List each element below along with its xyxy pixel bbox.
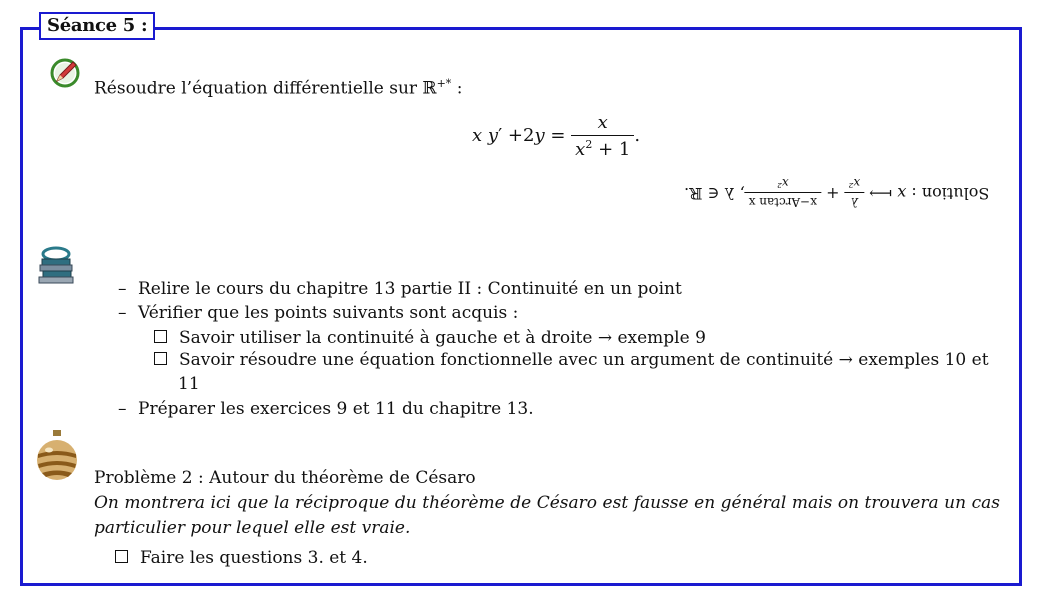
domain-symbol: ℝ (422, 78, 437, 99)
exercise-instruction: Résoudre l’équation différentielle sur ℝ+* : (94, 77, 463, 99)
checklist-item: Savoir résoudre une équation fonctionnelle avec un argument de continuité → exemples 10 et (154, 348, 989, 372)
list-item: – Vérifier que les points suivants sont acquis : (118, 303, 519, 323)
checkbox-icon[interactable] (115, 550, 128, 563)
problem-title: Problème 2 : Autour du théorème de Césaro (94, 468, 476, 488)
checklist-item-continued: 11 (178, 374, 200, 394)
ornament-ball-icon (35, 428, 79, 488)
solution-upside-down: Solution : x ⟼ λ x² + x−Arctan x x² , λ ∈ ℝ. (684, 176, 990, 209)
differential-equation: x y′ +2y = $\frac{x}{x^2 + 1}$ . (472, 112, 641, 160)
checkbox-icon[interactable] (154, 330, 167, 343)
list-item: – Relire le cours du chapitre 13 partie II : Continuité en un point (118, 279, 682, 299)
checkbox-icon[interactable] (154, 352, 167, 365)
checklist-item: Savoir utiliser la continuité à gauche et à droite → exemple 9 (154, 326, 706, 350)
equation-fraction: $\frac{x}{x^2 + 1}$ (571, 112, 634, 160)
problem-task: Faire les questions 3. et 4. (115, 546, 368, 570)
pencil-check-icon (48, 56, 82, 94)
books-stack-icon (34, 243, 78, 291)
problem-intro: On montrera ici que la réciproque du théorème de Césaro est fausse en général mais on trouvera un cas particulier pour lequel elle est vraie. (94, 493, 1000, 538)
list-item: – Préparer les exercices 9 et 11 du chapitre 13. (118, 399, 534, 419)
session-title: Séance 5 : (39, 12, 155, 40)
